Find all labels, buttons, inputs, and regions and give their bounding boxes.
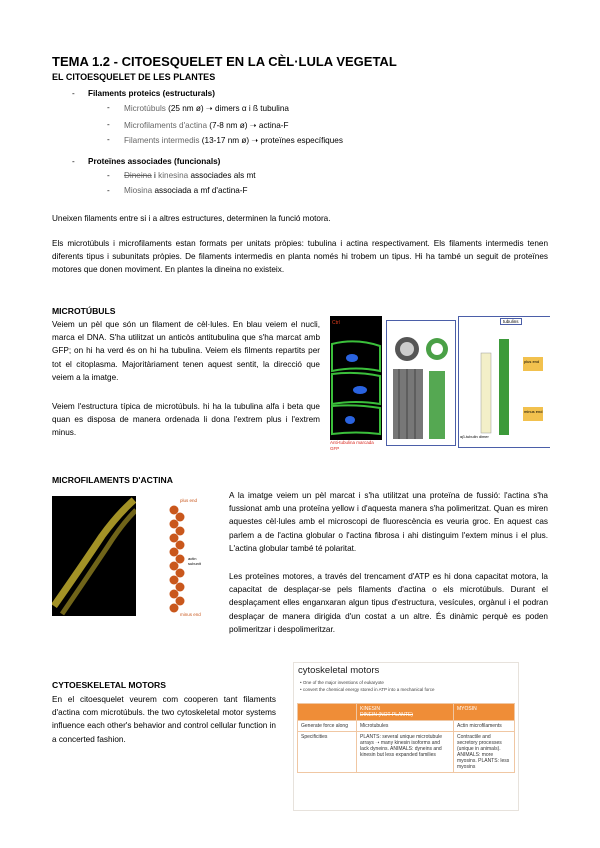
fig-tubulins: tubulins [500, 318, 522, 325]
motors-paragraph: En el citoesquelet veurem com cooperen tant filaments d'actina com microtúbuls. the two cytoskeletal motor systems influence each other's behavior and control cellular function in a concerted fashion. [52, 695, 276, 744]
cytoskeletal-motors-table [293, 662, 519, 811]
row-label: Generate force along [298, 721, 357, 732]
header-kinesin: KINESIN DINEIN (NOT PLANTE) [357, 704, 454, 721]
list-item: Miosina associada a mf d'actina-F [124, 186, 248, 195]
microfilaments-paragraph-1: A la imatge veiem un pèl marcat i s'ha utilitzat una proteïna de fussió: l'actina s'ha fussionat amb una proteïna yellow i d'aquesta manera s'ha polimeritzat. Quan es miren aquestes cèl·lules amb el microscopi de fluorescència es veuria groc. En aquest cas parlem a de l'actina globular o l'actina fibrosa i ahi distinguim l'extem minus i el plus. L'actina globular també té polaritat. [229, 491, 548, 553]
table-cell: Contractile and secretory processes (unique in animals). ANIMALS: more myosins. PLANTS: less myosins [454, 732, 515, 773]
table-cell: PLANTS: several unique microtubule arrays ➝ many kinesin isoforms and lack dyneins. ANIMALS: dyneins and kinesin but less expanded families [357, 732, 454, 773]
fig-plus-end: plus end [524, 359, 540, 364]
microtubule-schematic [458, 316, 550, 448]
list-item: Dineina i kinesina associades als mt [124, 171, 256, 180]
table-title: cytoskeletal motors [298, 665, 380, 676]
svg-text:Ctrl: Ctrl [332, 320, 340, 326]
table-bullet: • One of the major inventions of eukaryote [300, 680, 384, 685]
actin-photo [52, 496, 136, 616]
functional-label: Proteïnes associades (funcionals) [88, 157, 221, 166]
list-item: Filaments intermedis (13-17 nm ø) ➝ proteïnes específiques [124, 136, 343, 145]
list-item: Microfilaments d'actina (7-8 nm ø) ➝ actina-F [124, 121, 289, 130]
fig-minus-end: minus end [180, 612, 201, 617]
fluorescence-image [330, 316, 382, 452]
row-label: Specificities [298, 732, 357, 773]
bullet-dash: - [107, 103, 110, 112]
microtubuls-paragraph-2: Veiem l'estructura típica de microtúbuls. hi ha la tubulina alfa i beta que quan es disposa de manera ordenada li dona l'extrem plus i l'extrem minus. [52, 402, 320, 438]
motors-heading: CYTOESKELETAL MOTORS [52, 680, 166, 690]
section-subtitle: EL CITOESQUELET DE LES PLANTES [52, 72, 216, 82]
em-panel [386, 320, 456, 446]
microtubule-figure [330, 316, 550, 452]
bullet-dash: - [107, 135, 110, 144]
fig-label: Anti-tubulina marcada GFP [330, 440, 382, 452]
intro-paragraph-1: Uneixen filaments entre si i a altres estructures, determinen la funció motora. [52, 214, 331, 223]
bullet-dash: - [72, 157, 75, 166]
motors-grid [297, 703, 515, 773]
list-item: Microtúbuls (25 nm ø) ➝ dimers α i ß tubulina [124, 104, 289, 113]
table-cell: Microtubules [357, 721, 454, 732]
fig-dimer: αβ-tubulin dimer [460, 434, 489, 439]
actin-filament-diagram [144, 498, 210, 620]
page-title: TEMA 1.2 - CITOESQUELET EN LA CÈL·LULA VEGETAL [52, 54, 397, 69]
microfilaments-heading: MICROFILAMENTS D'ACTINA [52, 475, 173, 485]
bullet-dash: - [72, 89, 75, 98]
fig-actin-subunit: actin subunit [188, 556, 201, 566]
header-empty [298, 704, 357, 721]
table-cell: Actin microfilaments [454, 721, 515, 732]
structural-label: Filaments proteics (estructurals) [88, 89, 215, 98]
intro-paragraph-2: Els microtúbuls i microfilaments estan formats per unitats pròpies: tubulina i actina respectivament. Els filaments intermedis tenen diferents tipus i subunitats pròpies. De filaments intermedis en planta només hi trobem un tipus. Hi ha també un seguit de proteïnes motores que donen moviment. En plantes la dineina no existeix. [52, 239, 548, 275]
fig-minus-end: minus end [524, 409, 543, 414]
table-bullet: • convert the chemical energy stored in ATP into a mechanical force [300, 687, 435, 692]
bullet-dash: - [107, 120, 110, 129]
bullet-dash: - [107, 171, 110, 180]
microtubuls-heading: MICROTÚBULS [52, 306, 116, 316]
bullet-dash: - [107, 186, 110, 195]
microtubuls-paragraph-1: Veiem un pèl que són un filament de cèl·lules. En blau veiem el nucli, marca el DNA. S'ha utilitzat un anticòs antitubulina que s'ha marcat amb GFP; on hi ha verd és on hi ha tubulina. Veiem els filments repartits per tot el citoplasma. Majoritàriament tenen aquest sentit, la direcció que veiem a la imatge. [52, 320, 320, 382]
microfilaments-paragraph-2: Les proteïnes motores, a través del trencament d'ATP es hi dona capacitat motora, la capacitat de desplaçar-se pels filaments d'actina o els microtúbuls. Durant el desplaçament elles enganxaran algun tipus d'estructura, vesícules, orgànul i el podran desplaçar de manera dirigida d'un costat a un altre. És dinàmic perquè es poden polimeritzar i despolimeritzar. [229, 572, 548, 634]
fig-plus-end: plus end [180, 498, 198, 503]
header-myosin: MYOSIN [454, 704, 515, 721]
